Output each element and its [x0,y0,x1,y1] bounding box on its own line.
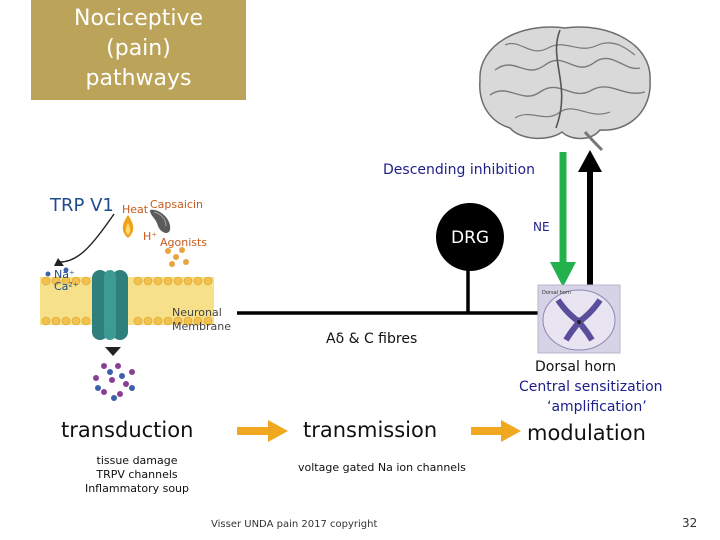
trpv1-title: TRP V1 [50,195,114,216]
descending-inhibition-label: Descending inhibition [383,162,535,178]
membrane-label-line: Neuronal [172,306,222,319]
sodium-label: Na⁺ [54,268,75,281]
spinal-cord-section [538,285,620,353]
ne-label: NE [533,220,550,234]
stage-transduction: transduction [61,418,194,442]
stage-transmission: transmission [303,418,438,442]
note-line: tissue damage [96,454,178,467]
title-line: (pain) [106,36,171,61]
title-line: Nociceptive [73,6,203,31]
stage-arrow-2 [471,420,521,442]
agonists-label: Agonists [160,236,208,249]
copyright-footer: Visser UNDA pain 2017 copyright [211,519,378,530]
h-plus-label: H⁺ [143,230,158,243]
transmission-note: voltage gated Na ion channels [298,461,466,474]
amplification-label: ‘amplification’ [547,399,647,415]
heat-label: Heat [122,203,149,216]
central-sensitization-label: Central sensitization [519,379,663,395]
ascending-arrowhead [578,150,602,172]
descending-arrowhead [550,262,576,287]
membrane-label [172,306,231,334]
drg-label: DRG [451,228,490,248]
dorsal-horn-label: Dorsal horn [535,359,617,375]
title-line: pathways [85,66,192,91]
fibres-label: Aδ & C fibres [326,331,418,347]
page-number: 32 [682,516,698,530]
capsaicin-label: Capsaicin [150,198,204,211]
svg-text:Dorsal horn: Dorsal horn [542,290,571,296]
membrane-label-line: Membrane [172,320,231,333]
calcium-label: Ca²⁺ [54,280,79,293]
note-line: Inflammatory soup [84,482,190,495]
brain-illustration [480,27,650,150]
stage-modulation: modulation [527,421,646,445]
stage-arrow-1 [237,420,288,442]
transduction-notes [70,454,204,496]
note-line: TRPV channels [96,468,178,481]
